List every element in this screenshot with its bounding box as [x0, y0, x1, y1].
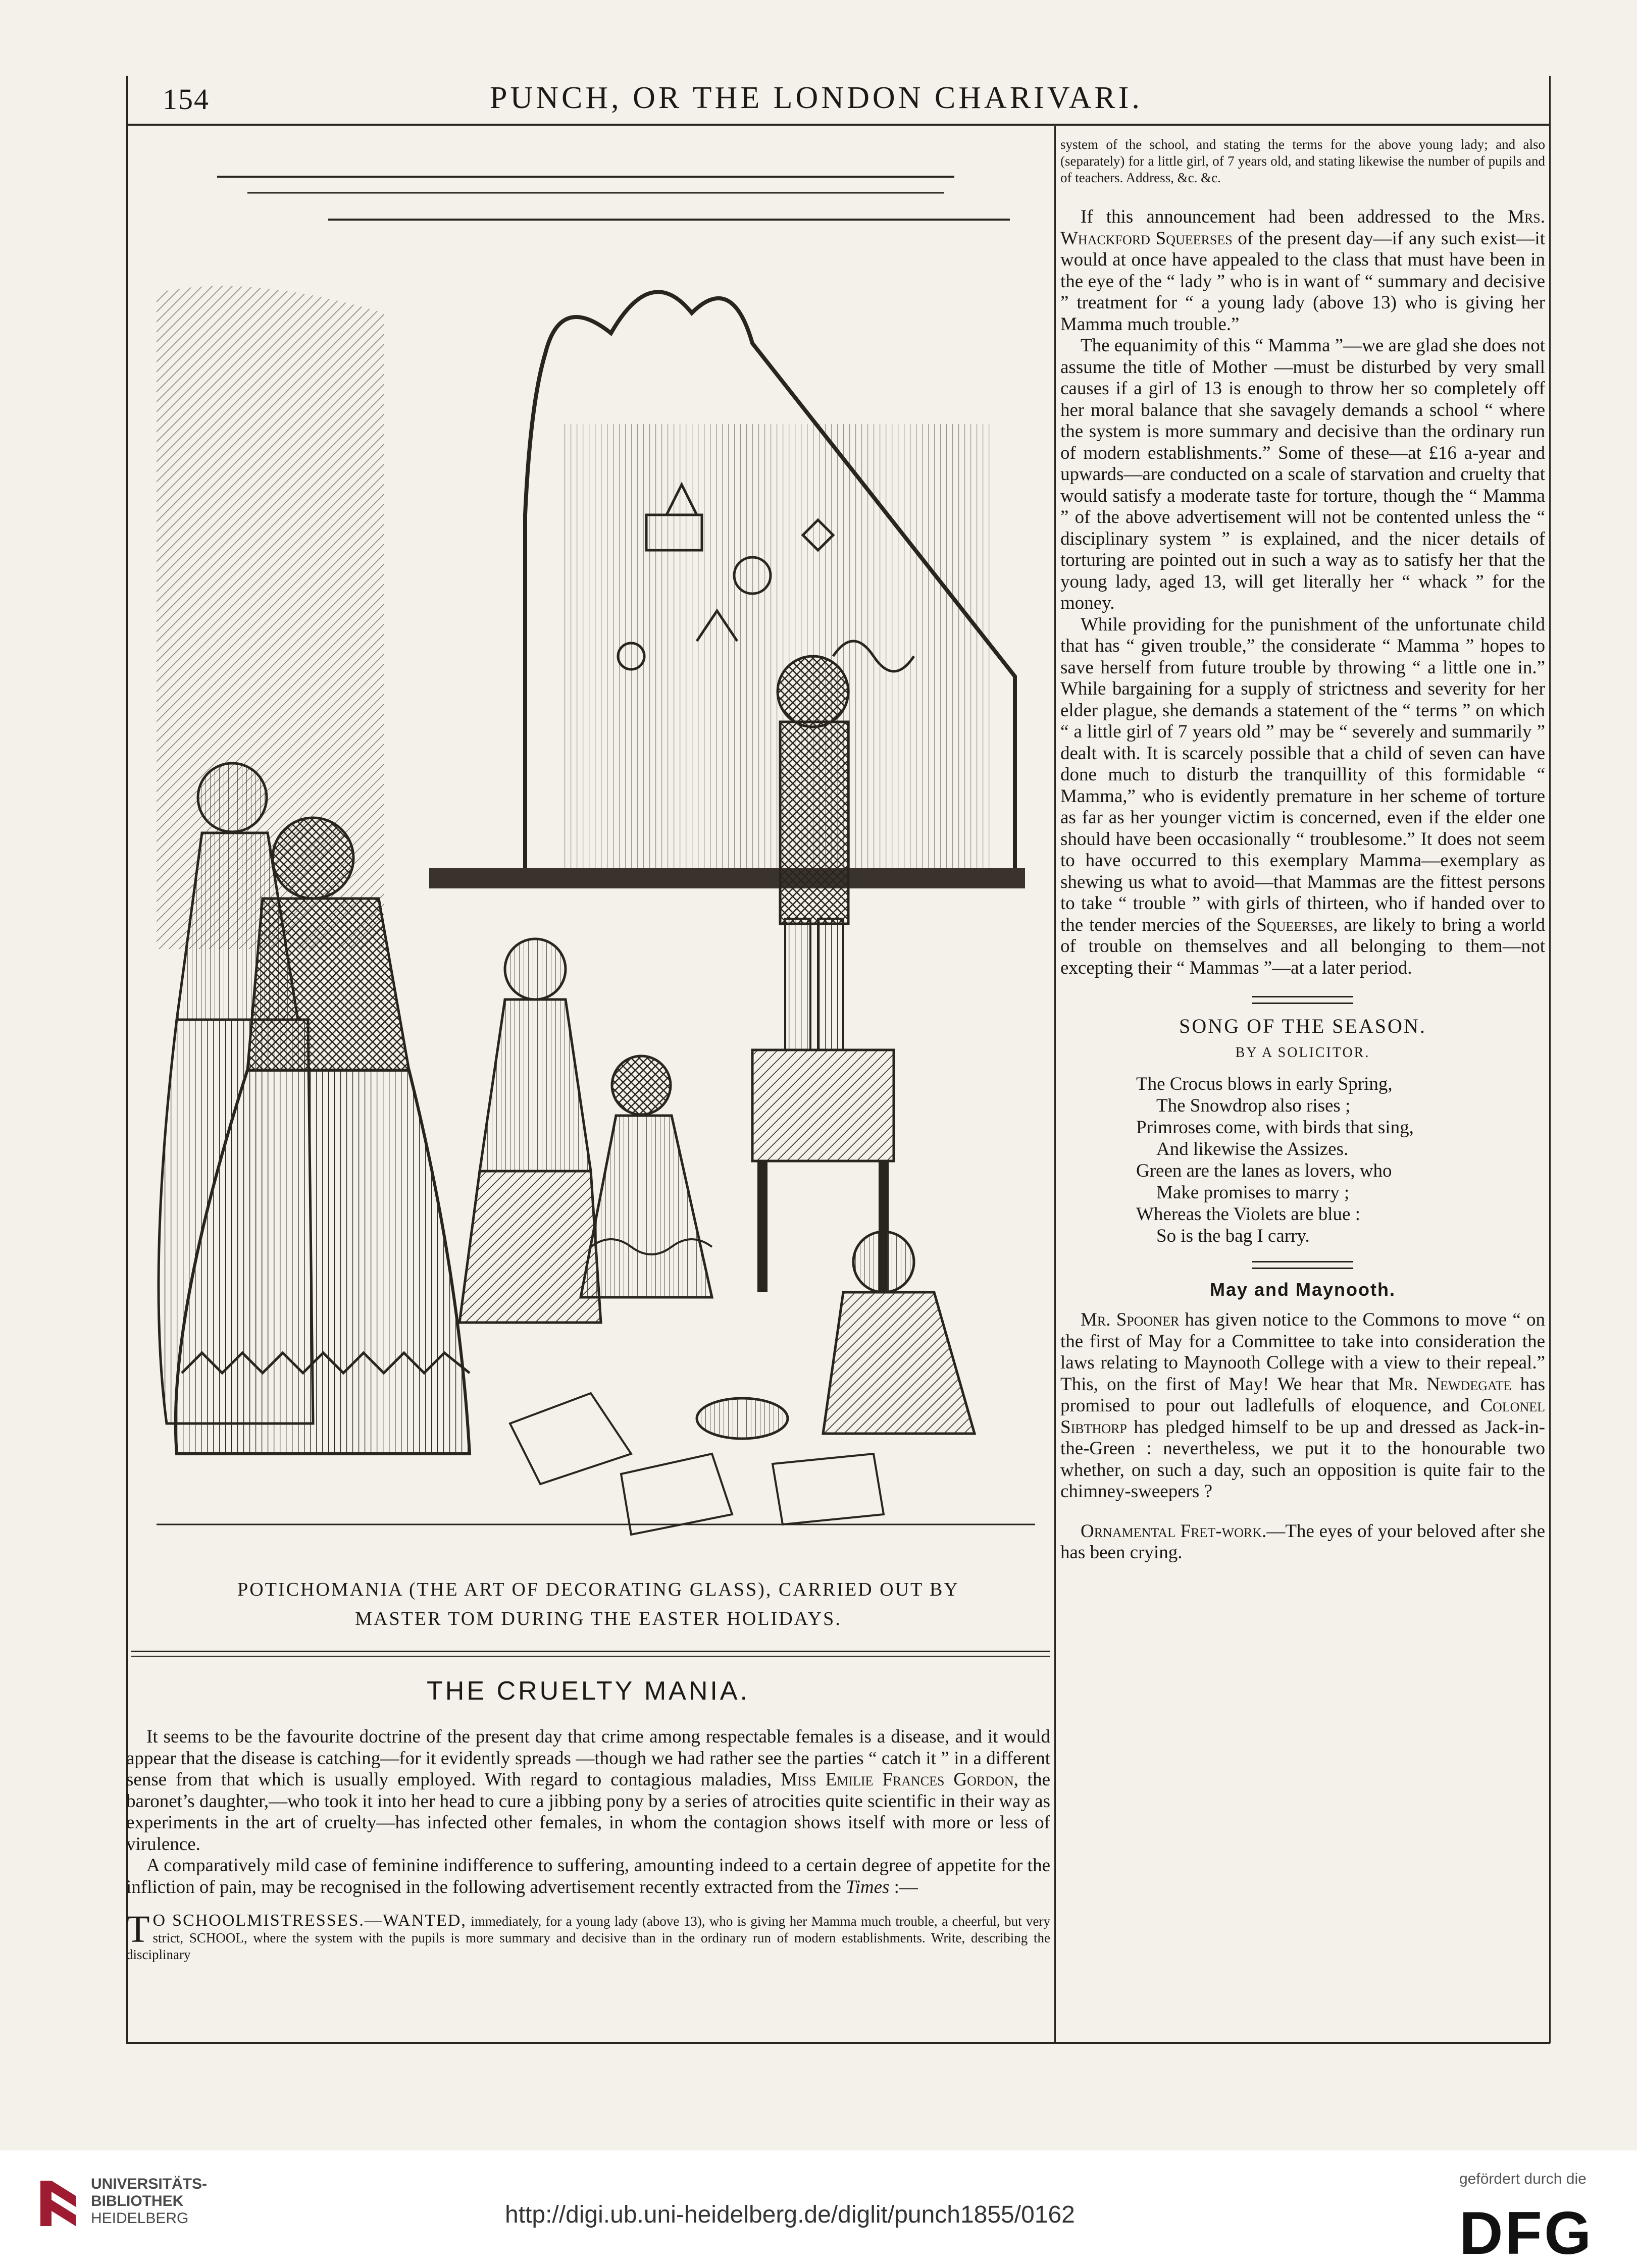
- poem-line: Make promises to marry ;: [1156, 1182, 1350, 1203]
- poem-line: The Crocus blows in early Spring,: [1136, 1074, 1393, 1094]
- poem-line: And likewise the Assizes.: [1156, 1139, 1349, 1159]
- column-divider: [1054, 126, 1056, 2042]
- caption-line-1: POTICHOMANIA (THE ART OF DECORATING GLASS), CARRIED OUT BY: [237, 1579, 959, 1600]
- fretwork-joke: Ornamental Fret-work.—The eyes of your beloved after she has been crying.: [1060, 1520, 1546, 1563]
- running-title: PUNCH, OR THE LONDON CHARIVARI.: [490, 81, 1143, 115]
- song-poem: [1060, 1073, 1545, 1247]
- article-divider: [131, 1656, 1050, 1657]
- squeerses-name: Mrs. Whackford Squeerses: [1060, 206, 1545, 249]
- maynooth-heading: May and Maynooth.: [1209, 1279, 1396, 1300]
- article-paragraph-1: It seems to be the favourite doctrine of the present day that crime among respectable females is a disease, and it would appear that the disease is catching—for it evidently spreads —though we had rather see the parties “ catch it ” in a different sense from that which is usually employed. With regard to contagious maladies, Miss Emilie Frances Gordon, the baronet’s daughter,—who took it into her head to cure a jibbing pony by a series of atrocities quite scientific in their way as experiments in the art of cruelty—has infected other females, in whom the contagion shows itself with more or less of virulence.: [126, 1726, 1051, 1855]
- right-rule: [1549, 76, 1551, 2043]
- article-body: [126, 1726, 1050, 1898]
- poem-line: So is the bag I carry.: [1156, 1226, 1310, 1246]
- illustration-caption: [136, 1575, 1060, 1633]
- cruelty-article: [126, 1661, 1050, 1963]
- source-url-link[interactable]: http://digi.ub.uni-heidelberg.de/diglit/punch1855/0162: [505, 2201, 1075, 2228]
- dfg-logo: DFG: [1459, 2199, 1594, 2267]
- section-divider: [1252, 996, 1353, 1004]
- poem-line: Whereas the Violets are blue :: [1136, 1204, 1360, 1225]
- maynooth-text: Mr. Spooner has given notice to the Commons to move “ on the first of May for a Committee to take into consideration the laws relating to Maynooth College with a view to their repeal.” This, on the first of May! We hear that Mr. Newdegate has promised to pour out ladlefulls of eloquence, and Colonel Sibthorp has pledged himself to be up and dressed as Jack-in-the-Green : nevertheless, we put it to the honourable two whether, on such a day, such an opposition is quite fair to the chimney-sweepers ?: [1060, 1309, 1545, 1502]
- page-number: 154: [163, 83, 210, 116]
- commentary-paragraph-3: While providing for the punishment of the unfortunate child that has “ given trouble,” the considerate “ Mamma ” hopes to save herself from future trouble by throwing “ a little one in.” While bargaining for a supply of strictness and severity for her elder plague, she demands a statement of the “ terms ” on which “ a little girl of 7 years old ” may be “ severely and summarily ” dealt with. It is scarcely possible that a child of seven can have done much to disturb the tranquillity of this formidable “ Mamma,” who is evidently premature in her scheme of torture as far as her younger victim is concerned, even if the elder one should have been occasionally “ troublesome.” It does not seem to have occurred to this exemplary Mamma—exemplary as shewing us what to avoid—that Mammas are the fittest persons to take “ trouble ” with girls of thirteen, who if handed over to the tender mercies of the Squeerses, are likely to bring a world of trouble on themselves and all belonging to them—not excepting their “ Mammas ”—at a later period.: [1060, 614, 1545, 978]
- caption-line-2: MASTER TOM DURING THE EASTER HOLIDAYS.: [355, 1608, 842, 1629]
- poem-line: Green are the lanes as lovers, who: [1136, 1161, 1392, 1181]
- poem-line: The Snowdrop also rises ;: [1156, 1095, 1351, 1116]
- article-paragraph-2: A comparatively mild case of feminine indifference to suffering, amounting indeed to a certain degree of appetite for the infliction of pain, may be recognised in the following advertisement recently extracted from the Times :—: [126, 1855, 1050, 1897]
- article-divider: [131, 1651, 1050, 1652]
- drop-cap: T: [126, 1908, 150, 1950]
- commentary-paragraph-1: If this announcement had been addressed to the Mrs. Whackford Squeerses of the present day—if any such exist—it would at once have appealed to the class that must have been in the eye of the “ lady ” who is in want of “ summary and decisive ” treatment for “ a young lady (above 13) who is giving her Mamma much trouble.”: [1060, 206, 1545, 335]
- poem-line: Primroses come, with birds that sing,: [1136, 1117, 1414, 1138]
- song-byline: BY A SOLICITOR.: [1235, 1045, 1370, 1061]
- library-name: UNIVERSITÄTS- BIBLIOTHEK HEIDELBERG: [91, 2176, 208, 2227]
- bottom-rule: [126, 2042, 1550, 2044]
- right-column: [1060, 136, 1545, 1564]
- funded-by-label: gefördert durch die: [1459, 2171, 1587, 2187]
- advertisement-continuation: system of the school, and stating the terms for the above young lady; and also (separately) for a little girl, of 7 years old, and stating likewise the number of pupils and of teachers. Address, &c. &c.: [1060, 137, 1545, 185]
- library-logo-icon: [35, 2176, 81, 2231]
- schoolmistress-advertisement: T O SCHOOLMISTRESSES.—WANTED, immediately, for a young lady (above 13), who is giving her Mamma much trouble, a cheerful, but very strict, SCHOOL, where the system with the pupils is more summary and decisive than in the ordinary run of modern establishments. Write, describing the disciplinary: [126, 1908, 1051, 1962]
- engraving-illustration: [146, 162, 1045, 1550]
- digitization-footer: [0, 2150, 1637, 2267]
- top-rule: [126, 124, 1550, 126]
- section-divider: [1252, 1261, 1353, 1269]
- page-header: [126, 78, 1550, 124]
- article-title: THE CRUELTY MANIA.: [427, 1676, 750, 1706]
- song-title: SONG OF THE SEASON.: [1179, 1015, 1426, 1037]
- commentary-text: [1060, 206, 1545, 979]
- commentary-paragraph-2: The equanimity of this “ Mamma ”—we are glad she does not assume the title of Mother —must be disturbed by very small causes if a girl of 13 is enough to throw her so completely off her moral balance that she savagely demands a school “ where the system is more summary and decisive than the ordinary run of modern establishments.” Some of these—at £16 a-year and upwards—are conducted on a scale of starvation and cruelty that would satisfy a moderate taste for torture, though the “ Mamma ” of the above advertisement will not be contented unless the “ disciplinary system ” is explained, and the nicer details of torturing are pointed out in such a way as to satisfy her that the young lady, aged 13, will get literally her “ whack ” for the money.: [1060, 335, 1545, 613]
